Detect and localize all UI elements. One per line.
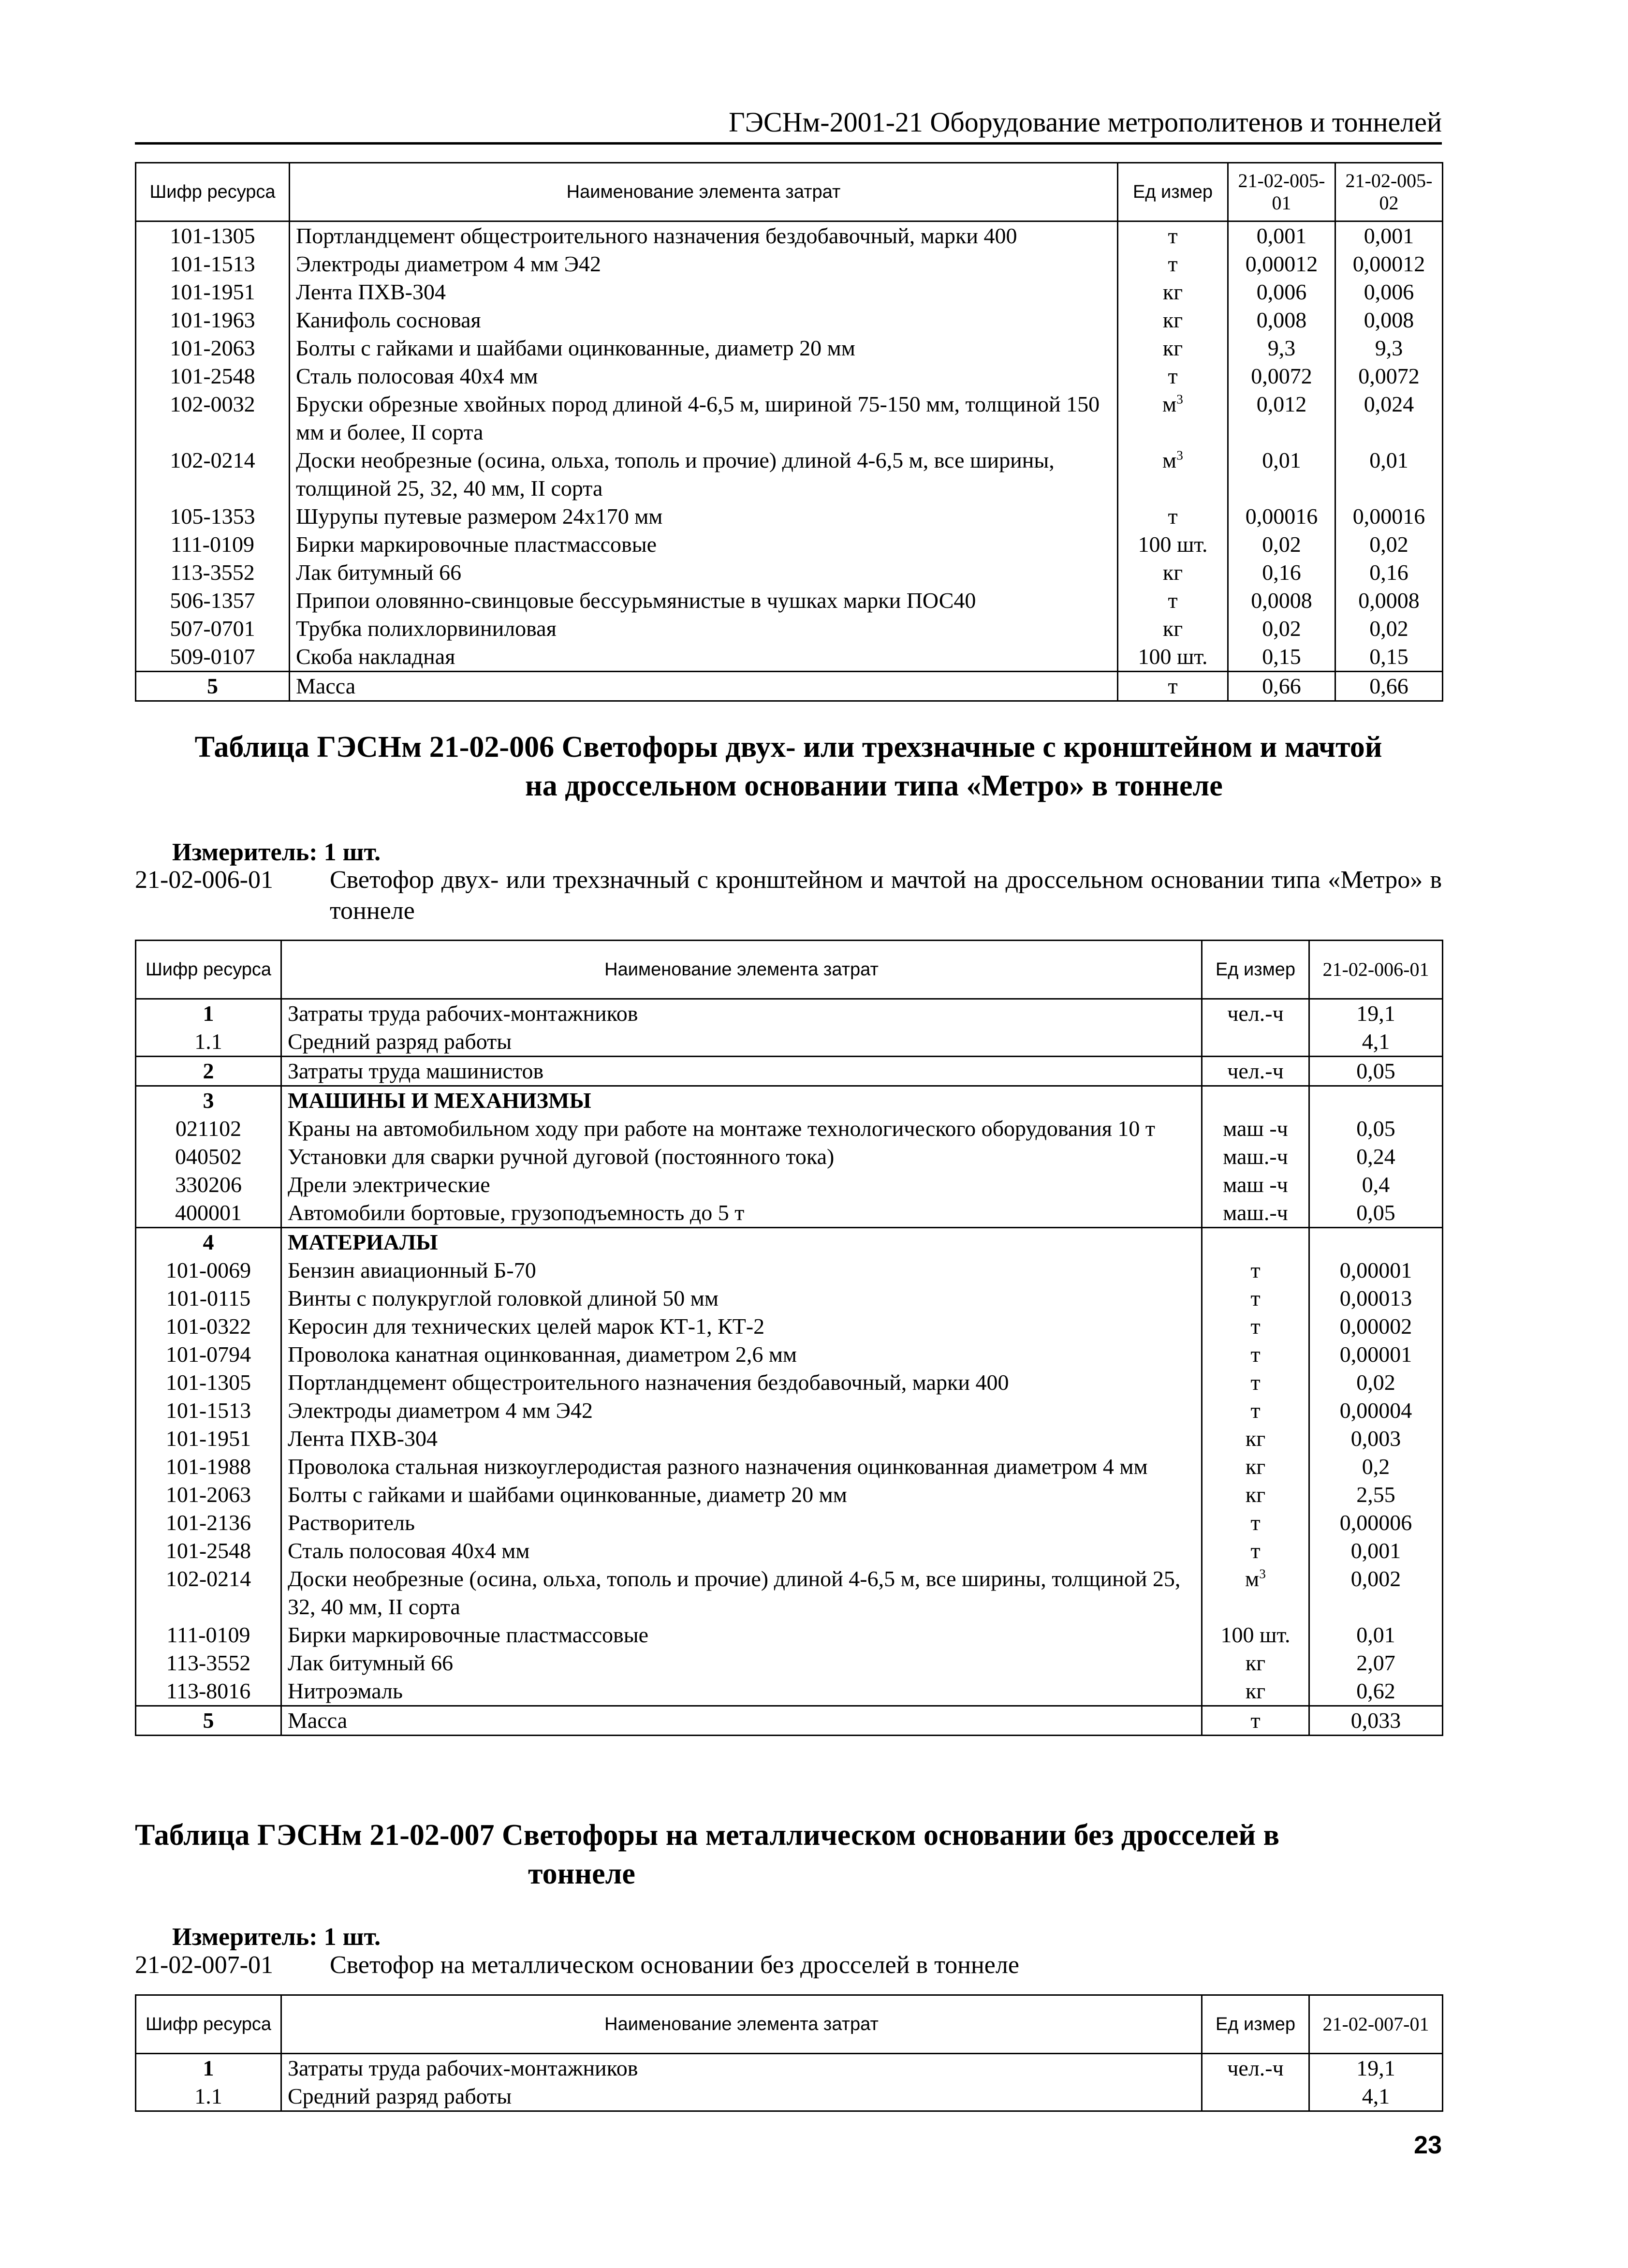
col-header-norm-2: 21-02-005-02: [1335, 163, 1443, 221]
table-row: [136, 2054, 1443, 2083]
col-header-unit: Ед измер: [1202, 1995, 1309, 2054]
resource-name: Припои оловянно-свинцовые бессурьмянистые в чушках марки ПОС40: [290, 587, 1118, 615]
col-header-unit: Ед измер: [1118, 163, 1228, 221]
table-row: [136, 278, 1443, 306]
resource-unit: т: [1118, 250, 1228, 278]
table-row: [136, 1565, 1443, 1621]
resource-name: Болты с гайками и шайбами оцинкованные, диаметр 20 мм: [281, 1481, 1202, 1509]
meter-line-006: [172, 838, 1479, 868]
norm-value: 0,00013: [1309, 1284, 1443, 1312]
table-row: [136, 1481, 1443, 1509]
norm-value: 0,0072: [1228, 362, 1335, 390]
resource-unit: чел.-ч: [1202, 2054, 1309, 2083]
resource-code: 509-0107: [136, 643, 290, 672]
resource-unit: т: [1118, 362, 1228, 390]
resource-name: Лак битумный 66: [290, 559, 1118, 587]
table-row: [136, 1397, 1443, 1425]
resource-unit: [1202, 2082, 1309, 2111]
resource-unit: маш.-ч: [1202, 1143, 1309, 1171]
resource-unit: т: [1118, 672, 1228, 701]
resource-unit: кг: [1118, 278, 1228, 306]
col-header-code: Шифр ресурса: [136, 1995, 281, 2054]
table-row: [136, 559, 1443, 587]
resource-unit: кг: [1202, 1453, 1309, 1481]
norm-code-006: 21-02-006-01: [135, 866, 273, 894]
resource-name: Сталь полосовая 40х4 мм: [281, 1537, 1202, 1565]
table-row: [136, 1621, 1443, 1649]
resource-name: Проволока стальная низкоуглеродистая разного назначения оцинкованная диаметром 4 мм: [281, 1453, 1202, 1481]
table-row: [136, 1028, 1443, 1057]
resource-unit: кг: [1118, 615, 1228, 643]
resource-name: Установки для сварки ручной дуговой (постоянного тока): [281, 1143, 1202, 1171]
resource-unit: кг: [1202, 1481, 1309, 1509]
resource-code: 021102: [136, 1115, 281, 1143]
resource-name: Нитроэмаль: [281, 1677, 1202, 1706]
resource-name: Масса: [290, 672, 1118, 701]
resource-unit: кг: [1118, 334, 1228, 362]
table-row: [136, 1256, 1443, 1284]
resource-name: Доски необрезные (осина, ольха, тополь и прочие) длиной 4-6,5 м, все ширины, толщиной 25, 32, 40 мм, II сорта: [290, 446, 1118, 502]
resource-unit: кг: [1202, 1649, 1309, 1677]
resource-code: 2: [136, 1057, 281, 1086]
norm-code-007: 21-02-007-01: [135, 1951, 273, 1979]
resource-name: Сталь полосовая 40х4 мм: [290, 362, 1118, 390]
resource-code: 113-8016: [136, 1677, 281, 1706]
table-row: [136, 250, 1443, 278]
resource-unit: кг: [1202, 1425, 1309, 1453]
resource-unit: т: [1118, 502, 1228, 530]
norm-value: 0,033: [1309, 1706, 1443, 1736]
norm-value: 0,00016: [1228, 502, 1335, 530]
table-row: [136, 530, 1443, 559]
norm-value: 0,05: [1309, 1057, 1443, 1086]
resource-unit: т: [1118, 587, 1228, 615]
resource-name: Дрели электрические: [281, 1171, 1202, 1199]
resource-code: 101-0322: [136, 1312, 281, 1340]
resource-name: Канифоль сосновая: [290, 306, 1118, 334]
running-header: ГЭСНм-2001-21 Оборудование метрополитенов и тоннелей: [135, 105, 1442, 145]
resource-name: Растворитель: [281, 1509, 1202, 1537]
table-title-21-02-007-line1: Таблица ГЭСНм 21-02-007 Светофоры на металлическом основании без дросселей в: [135, 1819, 1280, 1852]
resource-unit: т: [1202, 1284, 1309, 1312]
norm-value: 0,006: [1228, 278, 1335, 306]
norm-value: 0,00012: [1335, 250, 1443, 278]
norm-value: 0,66: [1335, 672, 1443, 701]
resource-code: 101-1951: [136, 1425, 281, 1453]
resource-name: Винты с полукруглой головкой длиной 50 мм: [281, 1284, 1202, 1312]
resource-table-21-02-006: [135, 940, 1443, 1736]
resource-name: Доски необрезные (осина, ольха, тополь и прочие) длиной 4-6,5 м, все ширины, толщиной 25, 32, 40 мм, II сорта: [281, 1565, 1202, 1621]
norm-value: 0,00016: [1335, 502, 1443, 530]
resource-code: 1: [136, 2054, 281, 2083]
resource-code: 101-2548: [136, 362, 290, 390]
table-row: [136, 672, 1443, 701]
norm-value: 0,02: [1228, 530, 1335, 559]
resource-code: 111-0109: [136, 1621, 281, 1649]
resource-code: 5: [136, 1706, 281, 1736]
table-row: [136, 1453, 1443, 1481]
table-row: [136, 587, 1443, 615]
norm-value: 19,1: [1309, 999, 1443, 1028]
resource-code: 102-0032: [136, 390, 290, 446]
resource-code: 101-1988: [136, 1453, 281, 1481]
resource-code: 4: [136, 1228, 281, 1257]
table-row: [136, 1677, 1443, 1706]
table-row: [136, 1228, 1443, 1257]
table-row: [136, 1057, 1443, 1086]
resource-code: 105-1353: [136, 502, 290, 530]
table-row: [136, 362, 1443, 390]
resource-code: 101-2063: [136, 1481, 281, 1509]
col-header-name: Наименование элемента затрат: [281, 941, 1202, 999]
norm-value: 0,66: [1228, 672, 1335, 701]
resource-code: 507-0701: [136, 615, 290, 643]
norm-value: 0,006: [1335, 278, 1443, 306]
resource-unit: 100 шт.: [1118, 643, 1228, 672]
table-title-21-02-006-line1: Таблица ГЭСНм 21-02-006 Светофоры двух- или трехзначные с кронштейном и мачтой: [194, 731, 1382, 764]
col-header-norm: 21-02-007-01: [1309, 1995, 1443, 2054]
resource-code: 111-0109: [136, 530, 290, 559]
norm-value: 0,02: [1228, 615, 1335, 643]
table-row: [136, 1706, 1443, 1736]
resource-code: 3: [136, 1086, 281, 1115]
table-row: [136, 1171, 1443, 1199]
norm-value: 0,001: [1228, 221, 1335, 250]
norm-value: 9,3: [1335, 334, 1443, 362]
table-row: [136, 1649, 1443, 1677]
resource-name: Трубка полихлорвиниловая: [290, 615, 1118, 643]
norm-value: 0,0008: [1335, 587, 1443, 615]
norm-value: 9,3: [1228, 334, 1335, 362]
table-row: [136, 446, 1443, 502]
table-row: [136, 615, 1443, 643]
resource-unit: [1202, 1086, 1309, 1115]
norm-value: 0,02: [1335, 615, 1443, 643]
resource-name: Портландцемент общестроительного назначения бездобавочный, марки 400: [281, 1369, 1202, 1397]
norm-value: 0,008: [1335, 306, 1443, 334]
norm-value: 0,15: [1335, 643, 1443, 672]
resource-name: Затраты труда рабочих-монтажников: [281, 2054, 1202, 2083]
resource-code: 506-1357: [136, 587, 290, 615]
norm-description-006: Светофор двух- или трехзначный с кронштейном и мачтой на дроссельном основании типа «Метро» в тоннеле: [330, 866, 1442, 925]
resource-code: 101-0069: [136, 1256, 281, 1284]
resource-unit: 100 шт.: [1202, 1621, 1309, 1649]
resource-code: 102-0214: [136, 446, 290, 502]
page-number: 23: [1414, 2131, 1442, 2159]
norm-value: 0,00002: [1309, 1312, 1443, 1340]
norm-value: 2,07: [1309, 1649, 1443, 1677]
col-header-name: Наименование элемента затрат: [290, 163, 1118, 221]
resource-name: Затраты труда рабочих-монтажников: [281, 999, 1202, 1028]
resource-unit: кг: [1118, 306, 1228, 334]
norm-value: 0,24: [1309, 1143, 1443, 1171]
resource-unit: $м^3$: [1118, 390, 1228, 446]
resource-name: Лак битумный 66: [281, 1649, 1202, 1677]
resource-name: Портландцемент общестроительного назначения бездобавочный, марки 400: [290, 221, 1118, 250]
meter-label: Измеритель:: [172, 1923, 318, 1951]
resource-name: МАШИНЫ И МЕХАНИЗМЫ: [281, 1086, 1202, 1115]
norm-value: 0,4: [1309, 1171, 1443, 1199]
resource-unit: т: [1202, 1706, 1309, 1736]
resource-code: 040502: [136, 1143, 281, 1171]
resource-name: Затраты труда машинистов: [281, 1057, 1202, 1086]
resource-unit: кг: [1118, 559, 1228, 587]
col-header-name: Наименование элемента затрат: [281, 1995, 1202, 2054]
norm-value: 0,05: [1309, 1199, 1443, 1228]
resource-name: Масса: [281, 1706, 1202, 1736]
resource-code: 101-1963: [136, 306, 290, 334]
table-row: [136, 1115, 1443, 1143]
resource-name: Бирки маркировочные пластмассовые: [290, 530, 1118, 559]
norm-value: 0,01: [1335, 446, 1443, 502]
table-row: [136, 1537, 1443, 1565]
table-row: [136, 334, 1443, 362]
norm-value: 0,16: [1335, 559, 1443, 587]
resource-unit: маш.-ч: [1202, 1199, 1309, 1228]
resource-code: 400001: [136, 1199, 281, 1228]
meter-value: 1 шт.: [323, 1923, 381, 1951]
resource-name: Средний разряд работы: [281, 2082, 1202, 2111]
resource-code: 101-1513: [136, 1397, 281, 1425]
resource-code: 101-2548: [136, 1537, 281, 1565]
col-header-norm: 21-02-006-01: [1309, 941, 1443, 999]
norm-value: 4,1: [1309, 1028, 1443, 1057]
resource-unit: кг: [1202, 1677, 1309, 1706]
resource-code: 101-1513: [136, 250, 290, 278]
resource-code: 330206: [136, 1171, 281, 1199]
resource-unit: $м^3$: [1202, 1565, 1309, 1621]
resource-code: 113-3552: [136, 1649, 281, 1677]
table-row: [136, 1509, 1443, 1537]
norm-value: 0,00004: [1309, 1397, 1443, 1425]
resource-unit: маш -ч: [1202, 1171, 1309, 1199]
norm-value: 0,001: [1309, 1537, 1443, 1565]
norm-value: 0,62: [1309, 1677, 1443, 1706]
table-title-21-02-007-line2: тоннеле: [528, 1857, 635, 1890]
resource-unit: т: [1202, 1397, 1309, 1425]
norm-value: 0,0008: [1228, 587, 1335, 615]
resource-unit: т: [1202, 1312, 1309, 1340]
norm-value: 2,55: [1309, 1481, 1443, 1509]
norm-value: 0,00006: [1309, 1509, 1443, 1537]
col-header-norm-1: 21-02-005-01: [1228, 163, 1335, 221]
resource-name: МАТЕРИАЛЫ: [281, 1228, 1202, 1257]
resource-name: Лента ПХВ-304: [290, 278, 1118, 306]
table-row: [136, 502, 1443, 530]
col-header-code: Шифр ресурса: [136, 163, 290, 221]
norm-value: 19,1: [1309, 2054, 1443, 2083]
resource-name: Краны на автомобильном ходу при работе на монтаже технологического оборудования 10 т: [281, 1115, 1202, 1143]
resource-code: 101-2063: [136, 334, 290, 362]
resource-name: Электроды диаметром 4 мм Э42: [290, 250, 1118, 278]
table-row: [136, 1199, 1443, 1228]
norm-value: 0,00001: [1309, 1256, 1443, 1284]
resource-unit: т: [1202, 1509, 1309, 1537]
resource-unit: чел.-ч: [1202, 1057, 1309, 1086]
resource-name: Средний разряд работы: [281, 1028, 1202, 1057]
table-row: [136, 1425, 1443, 1453]
table-row: [136, 221, 1443, 250]
table-row: [136, 1284, 1443, 1312]
resource-name: Лента ПХВ-304: [281, 1425, 1202, 1453]
norm-value: 0,02: [1335, 530, 1443, 559]
table-row: [136, 390, 1443, 446]
resource-unit: [1202, 1228, 1309, 1257]
norm-value: 0,003: [1309, 1425, 1443, 1453]
resource-unit: т: [1202, 1256, 1309, 1284]
resource-unit: т: [1202, 1369, 1309, 1397]
table-row: [136, 2082, 1443, 2111]
norm-value: 0,00012: [1228, 250, 1335, 278]
resource-unit: т: [1202, 1537, 1309, 1565]
norm-value: 0,05: [1309, 1115, 1443, 1143]
resource-name: Бруски обрезные хвойных пород длиной 4-6,5 м, шириной 75-150 мм, толщиной 150 мм и более, II сорта: [290, 390, 1118, 446]
table-row: [136, 1086, 1443, 1115]
table-row: [136, 1312, 1443, 1340]
meter-label: Измеритель:: [172, 839, 318, 866]
table-row: [136, 1340, 1443, 1369]
resource-name: Бензин авиационный Б-70: [281, 1256, 1202, 1284]
norm-value: 0,2: [1309, 1453, 1443, 1481]
resource-code: 1.1: [136, 1028, 281, 1057]
resource-name: Шурупы путевые размером 24х170 мм: [290, 502, 1118, 530]
resource-code: 101-1305: [136, 1369, 281, 1397]
norm-value: 0,008: [1228, 306, 1335, 334]
resource-code: 1.1: [136, 2082, 281, 2111]
meter-line-007: [172, 1922, 1479, 1952]
resource-name: Скоба накладная: [290, 643, 1118, 672]
norm-value: 0,024: [1335, 390, 1443, 446]
norm-value: 0,02: [1309, 1369, 1443, 1397]
norm-value: 0,01: [1309, 1621, 1443, 1649]
resource-table-21-02-005: [135, 162, 1443, 702]
resource-table-21-02-007: [135, 1994, 1443, 2112]
resource-unit: т: [1118, 221, 1228, 250]
table-row: [136, 1143, 1443, 1171]
resource-name: Проволока канатная оцинкованная, диаметром 2,6 мм: [281, 1340, 1202, 1369]
norm-value: 0,00001: [1309, 1340, 1443, 1369]
col-header-unit: Ед измер: [1202, 941, 1309, 999]
resource-name: Электроды диаметром 4 мм Э42: [281, 1397, 1202, 1425]
meter-value: 1 шт.: [323, 839, 381, 866]
resource-code: 1: [136, 999, 281, 1028]
norm-value: 0,0072: [1335, 362, 1443, 390]
norm-value: 0,002: [1309, 1565, 1443, 1621]
resource-code: 113-3552: [136, 559, 290, 587]
norm-value: 0,15: [1228, 643, 1335, 672]
table-row: [136, 999, 1443, 1028]
resource-code: 101-0115: [136, 1284, 281, 1312]
table-title-21-02-006-line2: на дроссельном основании типа «Метро» в тоннеле: [525, 769, 1223, 802]
resource-name: Болты с гайками и шайбами оцинкованные, диаметр 20 мм: [290, 334, 1118, 362]
norm-description-007: Светофор на металлическом основании без дросселей в тоннеле: [330, 1951, 1019, 1979]
resource-unit: $м^3$: [1118, 446, 1228, 502]
table-row: [136, 1369, 1443, 1397]
norm-value: [1309, 1228, 1443, 1257]
resource-unit: 100 шт.: [1118, 530, 1228, 559]
resource-code: 101-2136: [136, 1509, 281, 1537]
resource-code: 101-1305: [136, 221, 290, 250]
norm-value: 0,01: [1228, 446, 1335, 502]
resource-unit: т: [1202, 1340, 1309, 1369]
col-header-code: Шифр ресурса: [136, 941, 281, 999]
resource-unit: маш -ч: [1202, 1115, 1309, 1143]
norm-value: 0,012: [1228, 390, 1335, 446]
resource-name: Автомобили бортовые, грузоподъемность до 5 т: [281, 1199, 1202, 1228]
table-row: [136, 643, 1443, 672]
table-row: [136, 306, 1443, 334]
norm-value: 4,1: [1309, 2082, 1443, 2111]
resource-unit: [1202, 1028, 1309, 1057]
resource-code: 101-0794: [136, 1340, 281, 1369]
norm-value: [1309, 1086, 1443, 1115]
resource-code: 102-0214: [136, 1565, 281, 1621]
resource-code: 101-1951: [136, 278, 290, 306]
norm-value: 0,16: [1228, 559, 1335, 587]
resource-code: 5: [136, 672, 290, 701]
resource-name: Бирки маркировочные пластмассовые: [281, 1621, 1202, 1649]
resource-unit: чел.-ч: [1202, 999, 1309, 1028]
norm-value: 0,001: [1335, 221, 1443, 250]
resource-name: Керосин для технических целей марок КТ-1, КТ-2: [281, 1312, 1202, 1340]
